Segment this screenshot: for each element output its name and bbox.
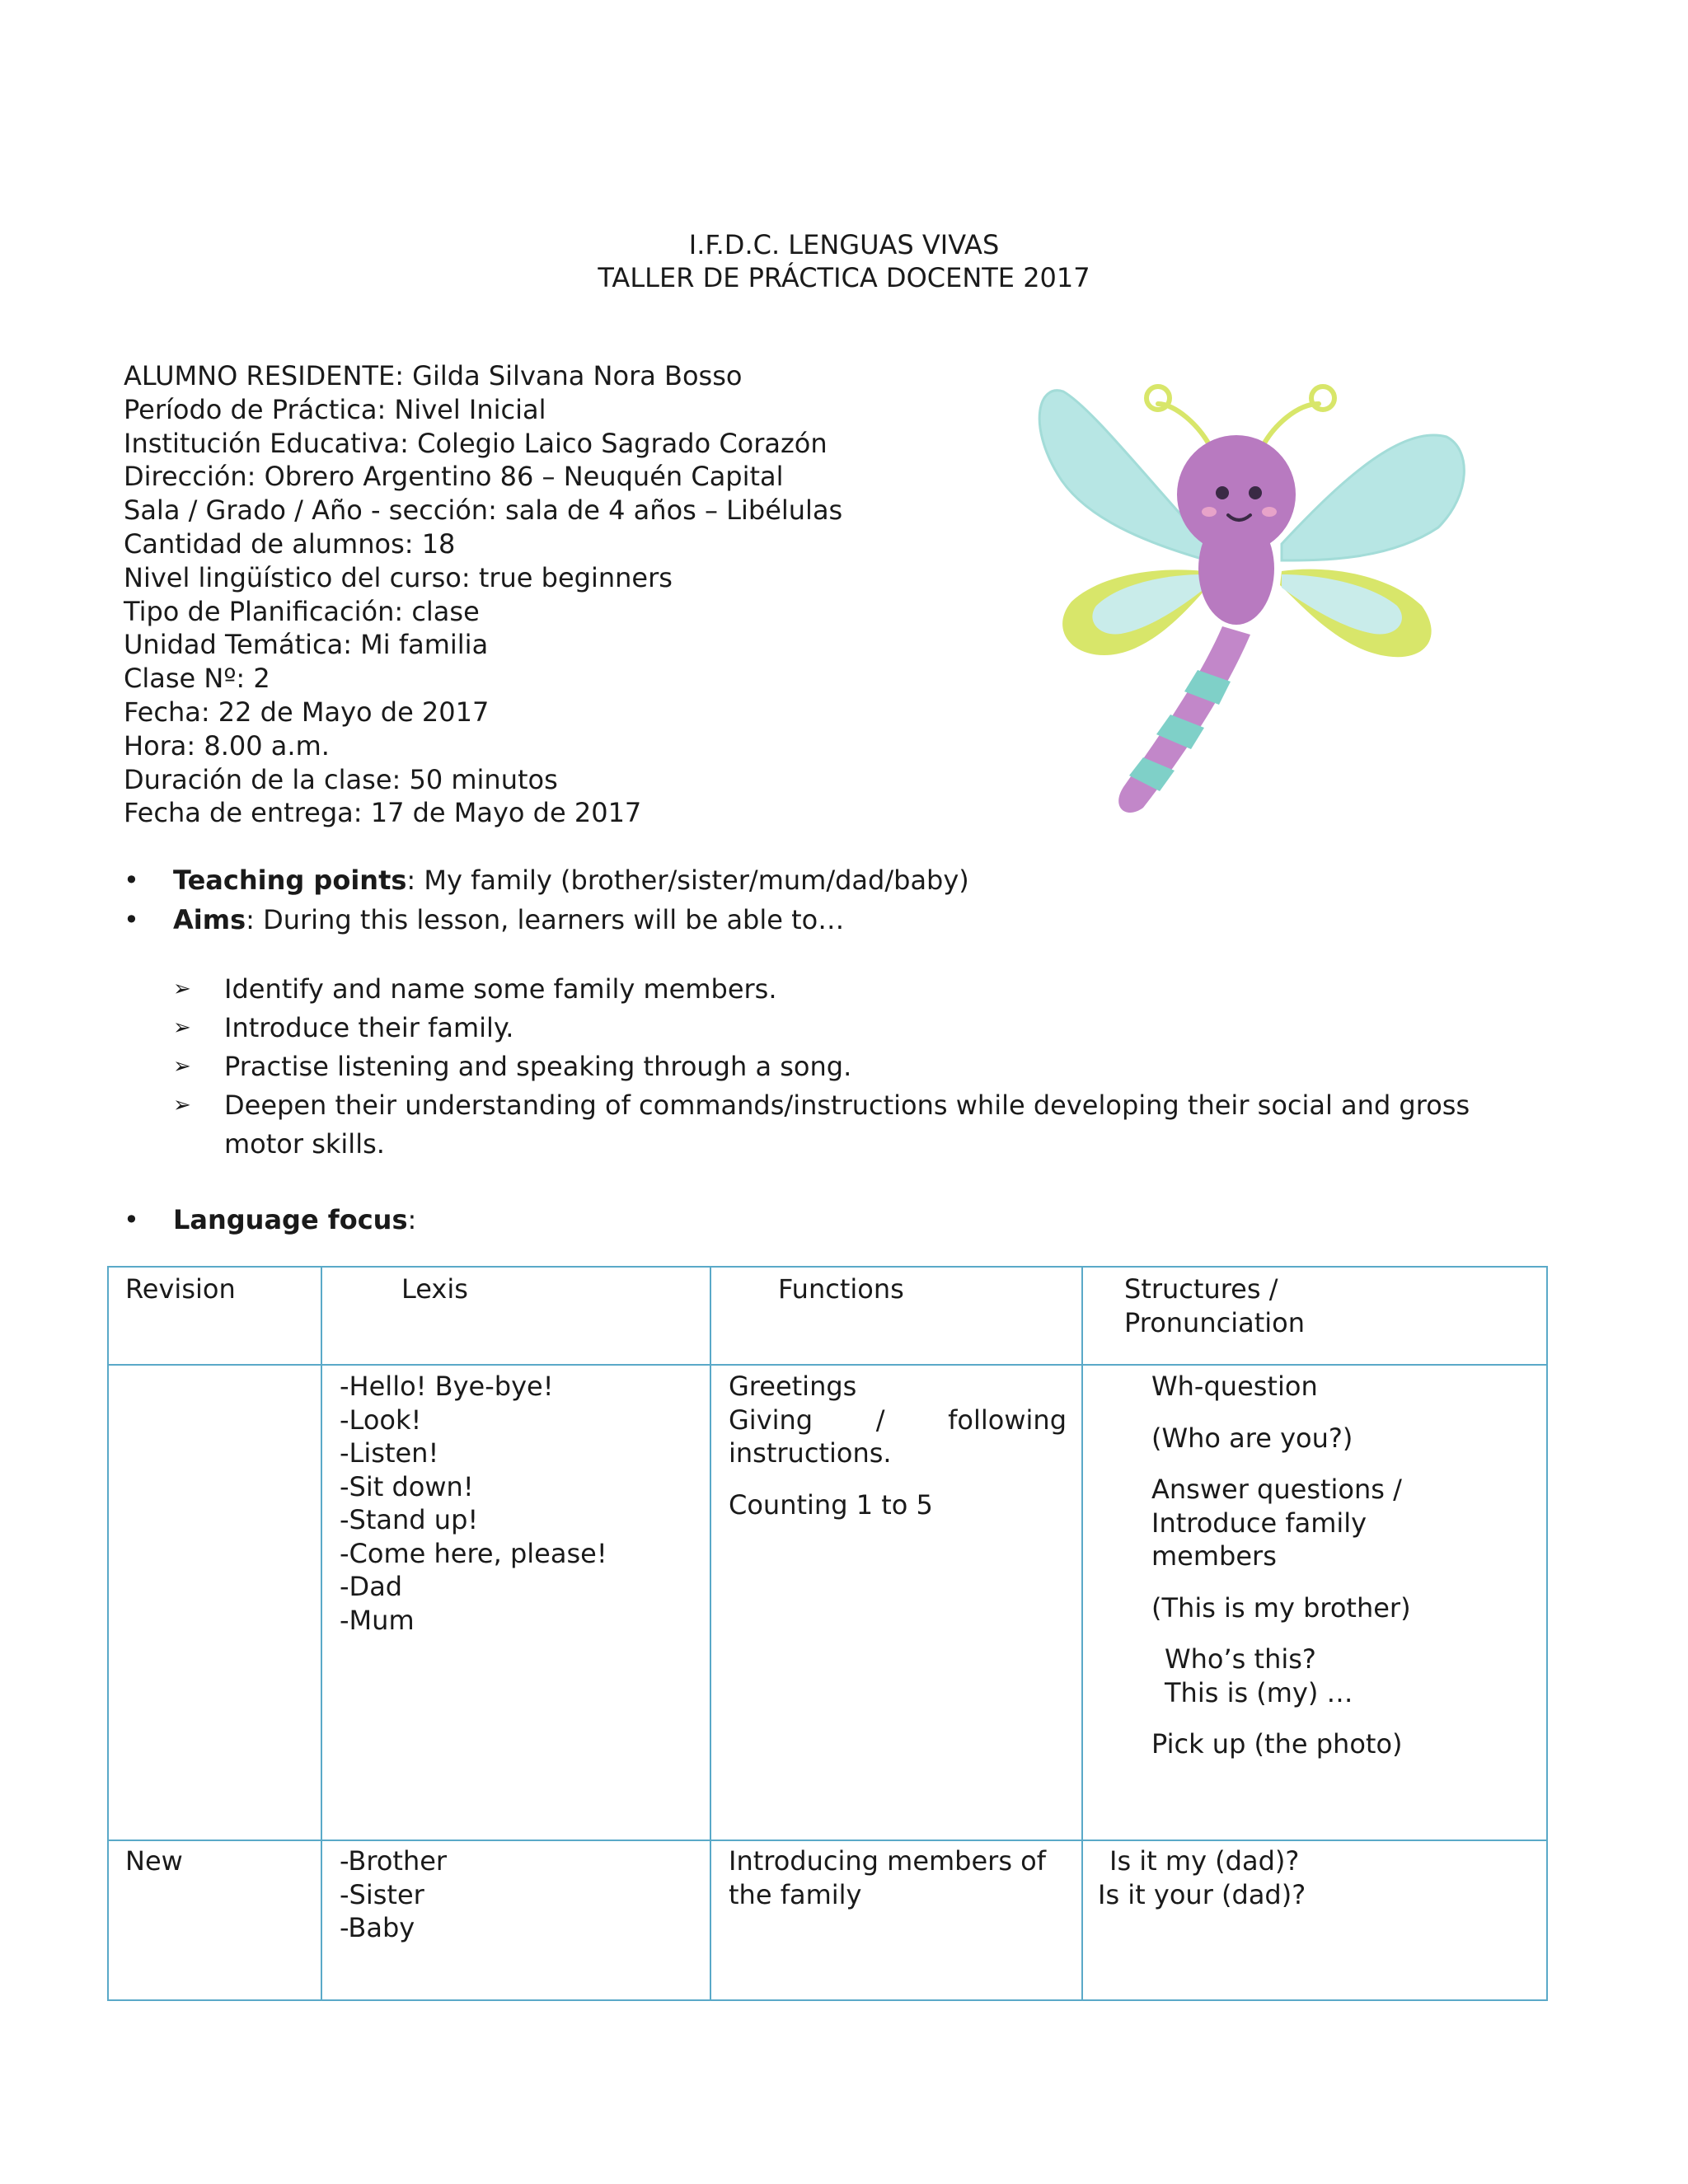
aim-text: Identify and name some family members. — [224, 973, 777, 1005]
header-revision: Revision — [125, 1273, 236, 1305]
list-item — [173, 1086, 1533, 1164]
list-item: Is it my (dad)? — [1109, 1845, 1300, 1877]
info-line: Nivel lingüístico del curso: true beginners — [124, 561, 673, 593]
list-item: -Brother — [340, 1845, 448, 1877]
new-label: New — [125, 1845, 183, 1877]
list-item: (This is my brother) — [1151, 1591, 1411, 1624]
revision-lexis — [340, 1370, 607, 1637]
teaching-points-text: : My family (brother/sister/mum/dad/baby) — [406, 865, 969, 896]
header-lexis: Lexis — [401, 1273, 468, 1305]
list-item: -Dad — [340, 1571, 403, 1602]
list-item — [173, 1047, 1533, 1086]
info-line: Unidad Temática: Mi familia — [124, 629, 489, 661]
list-item: Counting 1 to 5 — [729, 1488, 933, 1521]
dragonfly-tail — [1118, 626, 1250, 813]
info-line: Fecha: 22 de Mayo de 2017 — [124, 696, 490, 728]
list-item: -Mum — [340, 1604, 415, 1636]
list-item — [173, 970, 1533, 1009]
list-item: -Stand up! — [340, 1504, 479, 1535]
info-line: Fecha de entrega: 17 de Mayo de 2017 — [124, 797, 642, 829]
list-item: This is (my) … — [1165, 1676, 1353, 1708]
revision-structures — [1151, 1370, 1465, 1761]
arrow-icon: ➢ — [173, 977, 191, 1001]
info-line: Sala / Grado / Año - sección: sala de 4 años – Libélulas — [124, 494, 843, 527]
list-item: (Who are you?) — [1151, 1422, 1353, 1454]
workshop-title: TALLER DE PRÁCTICA DOCENTE 2017 — [598, 262, 1090, 293]
language-focus-table — [107, 1266, 1548, 2001]
info-line: Cantidad de alumnos: 18 — [124, 527, 456, 560]
list-item: Answer questions / Introduce family members — [1151, 1474, 1402, 1572]
arrow-icon: ➢ — [173, 1054, 191, 1079]
info-line: Dirección: Obrero Argentino 86 – Neuquén Capital — [124, 461, 784, 493]
info-line: Hora: 8.00 a.m. — [124, 729, 330, 762]
aim-text: Introduce their family. — [224, 1012, 514, 1043]
table-divider — [109, 1840, 1546, 1841]
list-item: -Come here, please! — [340, 1537, 607, 1569]
info-line: Tipo de Planificación: clase — [124, 595, 480, 627]
aims-list — [173, 970, 1533, 1164]
list-item: -Sister — [340, 1878, 424, 1910]
aims-text: : During this lesson, learners will be able to… — [246, 904, 845, 935]
revision-functions — [729, 1370, 1067, 1521]
language-focus-label: Language focus — [173, 1204, 408, 1235]
list-item: Wh-question — [1151, 1371, 1318, 1402]
list-item: Giving / following instructions. — [729, 1404, 1067, 1469]
aim-text: Deepen their understanding of commands/instructions while developing their social and gross motor skills. — [224, 1090, 1470, 1160]
bullet-marker: • — [124, 904, 139, 935]
teaching-points-label: Teaching points — [173, 865, 407, 896]
info-line: Período de Práctica: Nivel Inicial — [124, 393, 546, 425]
info-line: ALUMNO RESIDENTE: Gilda Silvana Nora Bosso — [124, 360, 743, 391]
table-divider — [710, 1268, 711, 1999]
header-functions: Functions — [778, 1273, 904, 1305]
list-item: Greetings — [729, 1371, 857, 1402]
bullet-marker: • — [124, 1204, 139, 1235]
student-info — [124, 359, 1047, 830]
bullet-marker: • — [124, 865, 139, 896]
aim-text: Practise listening and speaking through a song. — [224, 1051, 852, 1082]
list-item: -Look! — [340, 1404, 422, 1436]
arrow-icon: ➢ — [173, 1093, 191, 1118]
list-item: Who’s this? — [1165, 1643, 1316, 1675]
list-item: Introducing members of the family — [729, 1845, 1047, 1910]
info-line: Clase Nº: 2 — [124, 663, 270, 695]
list-item: Is it your (dad)? — [1098, 1878, 1306, 1910]
list-item: -Listen! — [340, 1437, 439, 1469]
table-divider — [321, 1268, 322, 1999]
info-line: Institución Educativa: Colegio Laico Sagrado Corazón — [124, 427, 828, 459]
list-item — [173, 1009, 1533, 1047]
new-functions — [729, 1844, 1075, 1911]
aims-label: Aims — [173, 904, 246, 935]
arrow-icon: ➢ — [173, 1015, 191, 1040]
new-structures — [1098, 1844, 1526, 1911]
new-lexis — [340, 1844, 447, 1945]
list-item: -Sit down! — [340, 1470, 474, 1502]
institute-title: I.F.D.C. LENGUAS VIVAS — [688, 229, 1000, 260]
dragonfly-head — [1177, 435, 1296, 554]
list-item: -Hello! Bye-bye! — [340, 1371, 554, 1402]
table-divider — [109, 1364, 1546, 1366]
list-item: Pick up (the photo) — [1151, 1728, 1403, 1760]
table-divider — [1081, 1268, 1083, 1999]
header-structures: Structures / Pronunciation — [1124, 1273, 1305, 1338]
info-line: Duración de la clase: 50 minutos — [124, 763, 558, 795]
dragonfly-illustration — [1034, 359, 1484, 824]
list-item: -Baby — [340, 1912, 415, 1943]
language-focus-colon: : — [407, 1204, 417, 1235]
